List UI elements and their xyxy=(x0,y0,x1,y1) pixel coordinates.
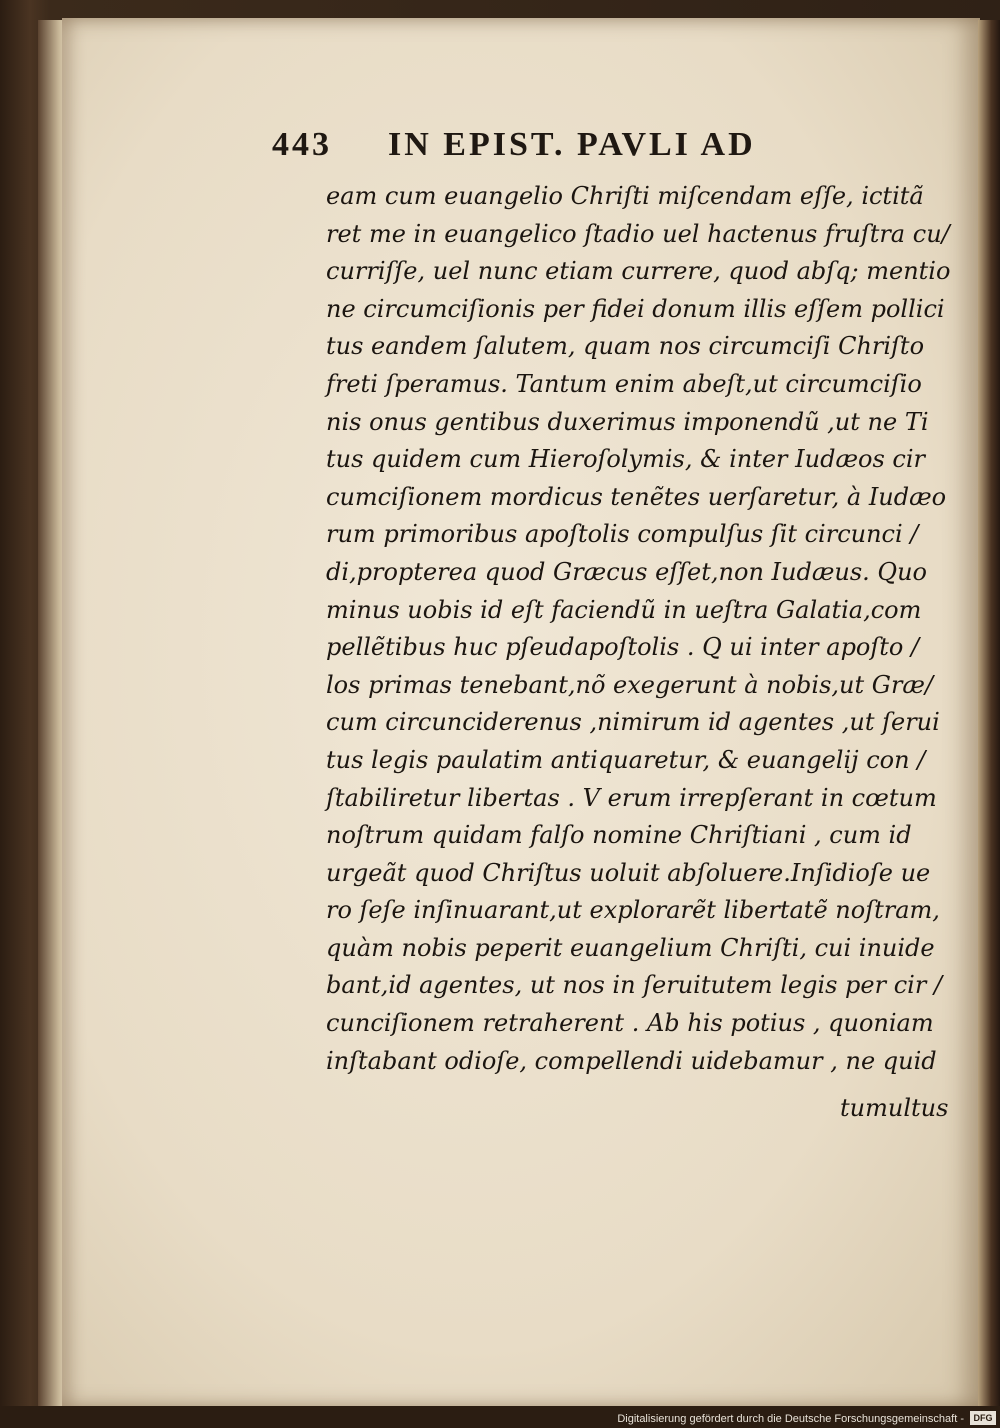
text-line: bant,id agentes, ut nos in ſeruitutem legis per cir / xyxy=(326,971,943,1000)
page-edge-right xyxy=(978,20,1000,1410)
text-line: pellẽtibus huc pſeudapoſtolis . Q ui inter apoſto / xyxy=(326,633,920,662)
text-line: noſtrum quidam falſo nomine Chriſtiani , cum id xyxy=(326,821,912,850)
text-line: nis onus gentibus duxerimus imponendũ ,ut ne Ti xyxy=(326,407,929,436)
text-line: ſtabiliretur libertas . V erum irrepſerant in cœtum xyxy=(326,783,937,812)
text-line: cum circunciderenus ,nimirum id agentes ,ut ſerui xyxy=(326,708,940,737)
text-line: ro ſeſe inſinuarant,ut explorarẽt libertatẽ noſtram, xyxy=(326,896,940,925)
text-line: los primas tenebant,nõ exegerunt à nobis,ut Græ/ xyxy=(326,670,934,699)
running-title: IN EPIST. PAVLI AD xyxy=(388,126,756,163)
running-head xyxy=(272,126,756,164)
text-line: quàm nobis peperit euangelium Chriſti, cui inuide xyxy=(326,933,935,962)
text-line: ret me in euangelico ſtadio uel hactenus fruſtra cu/ xyxy=(326,219,950,248)
text-line: cumciſionem mordicus tenẽtes uerſaretur, à Iudæo xyxy=(326,482,947,511)
dfg-logo-icon: DFG xyxy=(970,1411,996,1425)
text-line: eam cum euangelio Chriſti miſcendam eſſe, ictitã xyxy=(326,182,924,210)
text-line: di,propterea quod Græcus eſſet,non Iudæus. Quo xyxy=(326,557,927,586)
digitization-credit: Digitalisierung gefördert durch die Deutsche Forschungsgemeinschaft - xyxy=(617,1413,964,1425)
text-line: urgeãt quod Chriſtus uoluit abſoluere.Inſidioſe ue xyxy=(326,858,931,887)
text-line: inſtabant odioſe, compellendi uidebamur , ne quid xyxy=(326,1046,937,1075)
text-line: minus uobis id eſt faciendũ in ueſtra Galatia,com xyxy=(326,595,922,624)
body-text xyxy=(326,178,956,1080)
text-line: ne circumciſionis per fidei donum illis eſſem pollici xyxy=(326,294,945,323)
catchword: tumultus xyxy=(840,1094,949,1122)
text-line: cunciſionem retraherent . Ab his potius , quoniam xyxy=(326,1009,934,1038)
text-line: tus quidem cum Hieroſolymis, & inter Iudæos cir xyxy=(326,445,926,474)
text-line: tus legis paulatim antiquaretur, & euangelij con / xyxy=(326,745,926,774)
text-line: tus eandem ſalutem, quam nos circumciſi Chriſto xyxy=(326,332,925,361)
text-line: curriſſe, uel nunc etiam currere, quod abſq; mentio xyxy=(326,257,951,286)
page-number: 443 xyxy=(272,126,332,163)
text-line: rum primoribus apoſtolis compulſus ſit circunci / xyxy=(326,520,919,549)
text-line: freti ſperamus. Tantum enim abeſt,ut circumciſio xyxy=(326,369,922,398)
